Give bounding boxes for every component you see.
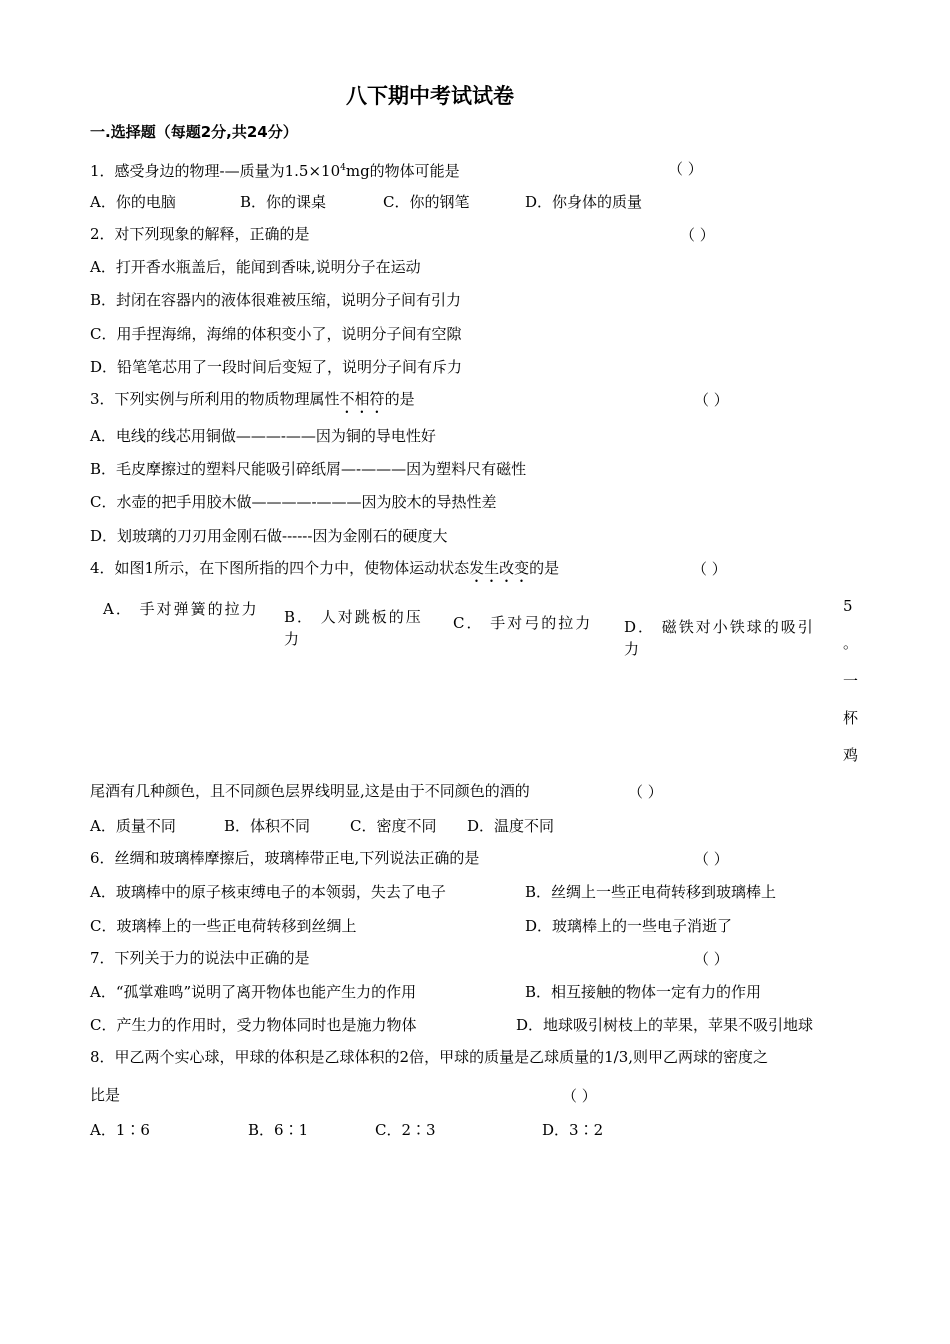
figure-caption-a: A． 手对弹簧的拉力 <box>103 600 259 618</box>
option: B．毛皮摩擦过的塑料尺能吸引碎纸屑—-———因为塑料尺有磁性 <box>90 460 527 478</box>
option: D．温度不同 <box>467 817 555 835</box>
vertical-text: 鸡 <box>843 746 859 764</box>
option: A．1∶6 <box>90 1121 150 1139</box>
emphasis-text: 发生改变 <box>469 559 530 577</box>
option: C．密度不同 <box>350 817 437 835</box>
section-heading: 一.选择题（每题2分,共24分） <box>90 123 298 141</box>
answer-blank: （ ） <box>680 226 715 244</box>
option: C．水壶的把手用胶木做————-———因为胶木的导热性差 <box>90 493 497 511</box>
option: D．玻璃棒上的一些电子消逝了 <box>525 917 733 935</box>
answer-blank: （ ） <box>562 1087 597 1105</box>
option: B．丝绸上一些正电荷转移到玻璃棒上 <box>525 883 777 901</box>
answer-blank: （ ） <box>668 160 703 178</box>
answer-blank: （ ） <box>628 783 663 801</box>
option: B．相互接触的物体一定有力的作用 <box>525 983 762 1001</box>
question-6-stem: 6．丝绸和玻璃棒摩擦后，玻璃棒带正电,下列说法正确的是 <box>90 849 480 867</box>
option: C．用手捏海绵，海绵的体积变小了，说明分子间有空隙 <box>90 325 462 343</box>
option: C．玻璃棒上的一些正电荷转移到丝绸上 <box>90 917 357 935</box>
figure-caption-b: B． 人对跳板的压力 <box>284 608 423 648</box>
answer-blank: （ ） <box>692 560 727 578</box>
figure-caption-c: C． 手对弓的拉力 <box>453 614 593 632</box>
question-8-stem: 8．甲乙两个实心球，甲球的体积是乙球体积的2倍，甲球的质量是乙球质量的1/3,则甲乙两球的密度之 <box>90 1048 769 1066</box>
answer-blank: （ ） <box>694 850 729 868</box>
exam-title: 八下期中考试试卷 <box>346 84 514 108</box>
option: D．铅笔笔芯用了一段时间后变短了，说明分子间有斥力 <box>90 358 463 376</box>
question-7-stem: 7．下列关于力的说法中正确的是 <box>90 949 310 967</box>
vertical-text: 5 <box>843 597 853 615</box>
question-3-stem: 3．下列实例与所利用的物质物理属性不相符的是 <box>90 390 415 408</box>
figure-caption-d: D． 磁铁对小铁球的吸引力 <box>624 618 815 658</box>
option: A．你的电脑 <box>90 193 176 211</box>
question-5-stem: 尾酒有几种颜色，且不同颜色层界线明显,这是由于不同颜色的酒的 <box>90 782 530 800</box>
option: C．你的钢笔 <box>383 193 470 211</box>
option: A．“孤掌难鸣”说明了离开物体也能产生力的作用 <box>90 983 417 1001</box>
vertical-text: 杯 <box>843 709 859 727</box>
vertical-text: 一 <box>843 672 859 690</box>
question-8-stem-cont: 比是 <box>90 1086 121 1104</box>
option: A．电线的线芯用铜做———-——因为铜的导电性好 <box>90 427 436 445</box>
option: A．玻璃棒中的原子核束缚电子的本领弱，失去了电子 <box>90 883 446 901</box>
option: D．地球吸引树枝上的苹果，苹果不吸引地球 <box>516 1016 814 1034</box>
question-4-stem: 4．如图1所示，在下图所指的四个力中，使物体运动状态发生改变的是 <box>90 559 560 577</box>
option: B．封闭在容器内的液体很难被压缩，说明分子间有引力 <box>90 291 462 309</box>
question-1-stem: 1．感受身边的物理-—质量为$1.5\times 10^4mg$的物体可能是 <box>90 162 460 180</box>
question-2-stem: 2．对下列现象的解释，正确的是 <box>90 225 310 243</box>
answer-blank: （ ） <box>694 950 729 968</box>
option: D．划玻璃的刀刃用金刚石做------因为金刚石的硬度大 <box>90 527 448 545</box>
option: C．2∶3 <box>375 1121 436 1139</box>
option: C．产生力的作用时，受力物体同时也是施力物体 <box>90 1016 417 1034</box>
answer-blank: （ ） <box>694 391 729 409</box>
emphasis-text: 不相符 <box>339 390 385 408</box>
option: D．你身体的质量 <box>525 193 643 211</box>
option: B．你的课桌 <box>240 193 327 211</box>
vertical-text: 。 <box>843 634 859 652</box>
option: B．体积不同 <box>224 817 311 835</box>
option: B．6∶1 <box>248 1121 309 1139</box>
option: D．3∶2 <box>542 1121 604 1139</box>
option: A．质量不同 <box>90 817 176 835</box>
option: A．打开香水瓶盖后，能闻到香味,说明分子在运动 <box>90 258 421 276</box>
